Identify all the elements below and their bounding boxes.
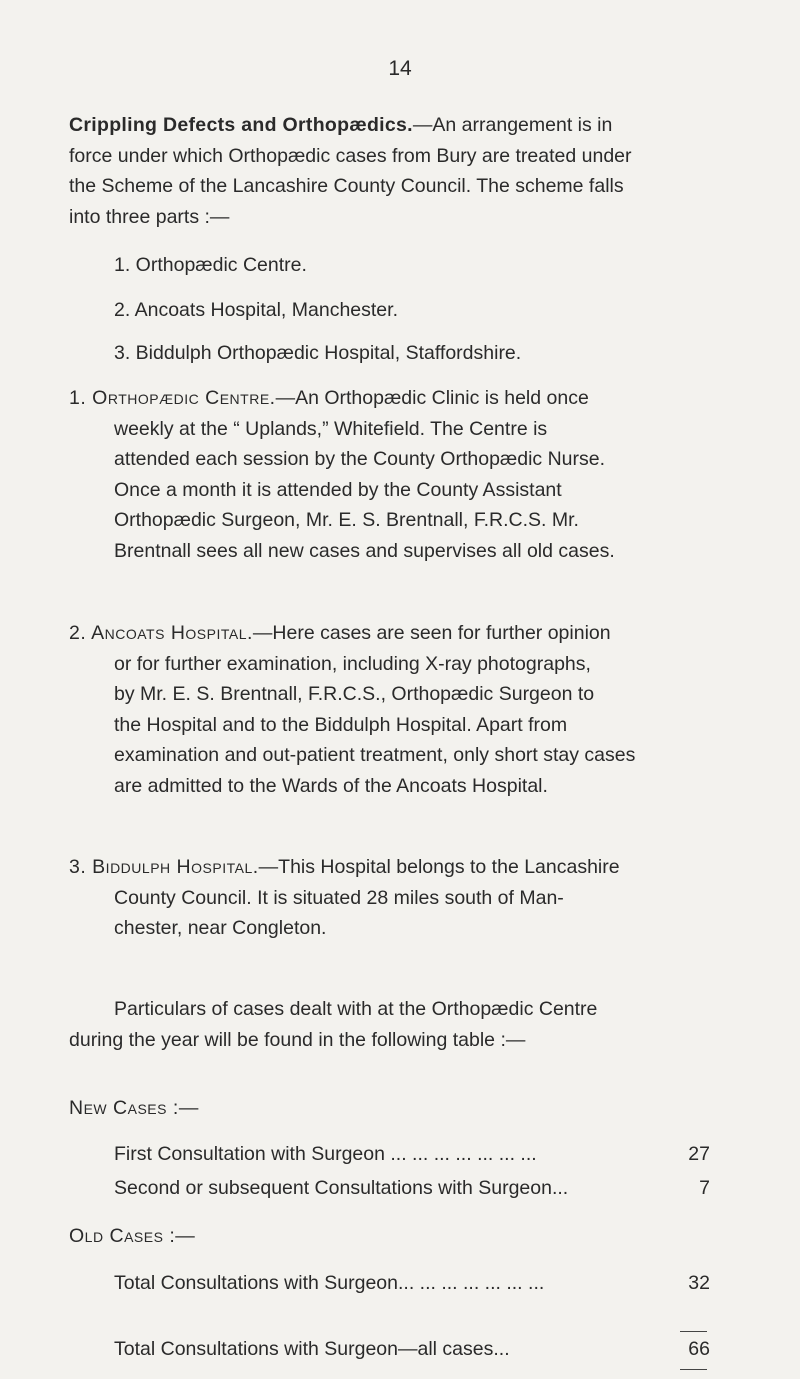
new-cases-heading: New Cases :— <box>69 1097 199 1119</box>
section-line: chester, near Congleton. <box>114 917 327 939</box>
grand-total-value: 66 <box>688 1338 710 1360</box>
list-item: 2. Ancoats Hospital, Manchester. <box>114 299 398 321</box>
section-line: Brentnall sees all new cases and supervises all old cases. <box>114 539 615 562</box>
second-consultation-label: Second or subsequent Consultations with Surgeon... <box>114 1177 569 1199</box>
section-line: Once a month it is attended by the County Assistant <box>114 478 562 501</box>
section-line: —This Hospital belongs to the Lancashire <box>258 856 620 878</box>
section-line: County Council. It is situated 28 miles south of Man- <box>114 886 564 909</box>
intro-line: —An arrangement is in <box>412 114 613 136</box>
section-line: attended each session by the County Orthopædic Nurse. <box>114 448 606 470</box>
intro-line: the Scheme of the Lancashire County Council. The scheme falls <box>69 175 624 197</box>
section-line: are admitted to the Wards of the Ancoats Hospital. <box>114 774 548 797</box>
intro-paragraph <box>69 110 754 232</box>
second-consultation-value: 7 <box>699 1177 710 1199</box>
section-line: the Hospital and to the Biddulph Hospital. Apart from <box>114 713 568 736</box>
old-cases-heading: Old Cases :— <box>69 1225 196 1247</box>
particulars-paragraph <box>69 994 754 1055</box>
intro-line: into three parts :— <box>69 205 230 228</box>
particulars-line: Particulars of cases dealt with at the Orthopædic Centre <box>114 998 598 1020</box>
section-heading: 1. Orthopædic Centre. <box>69 387 276 409</box>
section-line: Orthopædic Surgeon, Mr. E. S. Brentnall, F.R.C.S. Mr. <box>114 509 579 531</box>
particulars-line: during the year will be found in the following table :— <box>69 1028 526 1051</box>
list-item: 1. Orthopædic Centre. <box>114 254 307 276</box>
section-biddulph-hospital <box>69 852 754 944</box>
section-ancoats-hospital <box>69 618 754 801</box>
first-consultation-label: First Consultation with Surgeon ... ... ... ... ... ... ... <box>114 1143 537 1165</box>
total-old-label: Total Consultations with Surgeon... ... ... ... ... ... ... <box>114 1272 545 1294</box>
section-line: —Here cases are seen for further opinion <box>252 622 611 644</box>
intro-heading: Crippling Defects and Orthopædics. <box>69 114 413 136</box>
section-line: —An Orthopædic Clinic is held once <box>275 387 589 409</box>
section-line: by Mr. E. S. Brentnall, F.R.C.S., Orthopædic Surgeon to <box>114 683 595 705</box>
sum-rule-top <box>680 1331 707 1332</box>
intro-line: force under which Orthopædic cases from Bury are treated under <box>69 144 632 167</box>
sum-rule-bottom <box>680 1369 707 1370</box>
grand-total-label: Total Consultations with Surgeon—all cases... <box>114 1338 510 1360</box>
section-heading: 2. Ancoats Hospital. <box>69 622 253 644</box>
page-number: 14 <box>388 57 412 80</box>
section-line: examination and out-patient treatment, only short stay cases <box>114 744 636 766</box>
first-consultation-value: 27 <box>688 1143 710 1165</box>
section-heading: 3. Biddulph Hospital. <box>69 856 259 878</box>
list-item: 3. Biddulph Orthopædic Hospital, Staffordshire. <box>114 342 522 364</box>
section-line: or for further examination, including X-ray photographs, <box>114 652 591 675</box>
section-orthopaedic-centre <box>69 383 754 566</box>
total-old-value: 32 <box>688 1272 710 1294</box>
section-line: weekly at the “ Uplands,” Whitefield. The Centre is <box>114 417 548 440</box>
